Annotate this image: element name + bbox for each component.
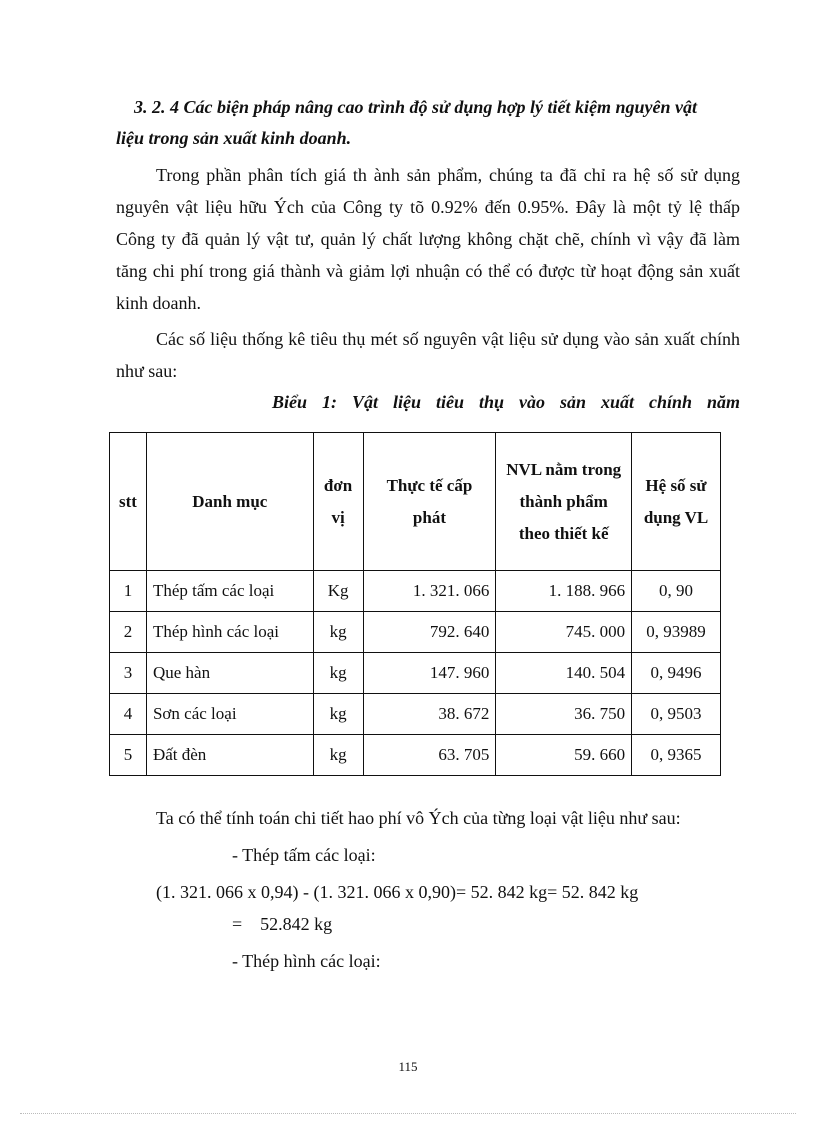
cell-unit: kg — [313, 735, 363, 776]
cell-material-in-product: 140. 504 — [496, 653, 632, 694]
calc-item2-label: - Thép hình các loại: — [232, 951, 381, 971]
cell-category: Đất đèn — [146, 735, 313, 776]
table-caption: Biểu 1: Vật liệu tiêu thụ vào sản xuất chính năm — [272, 392, 740, 412]
page-number: 115 — [398, 1059, 418, 1074]
calc-item1-result: = 52.842 kg — [232, 914, 333, 934]
table-row — [110, 612, 721, 653]
cell-material-in-product: 36. 750 — [496, 694, 632, 735]
materials-table — [109, 432, 721, 776]
col-header-unit: đơn vị — [313, 433, 363, 571]
cell-stt: 2 — [110, 612, 147, 653]
cell-unit: kg — [313, 612, 363, 653]
cell-stt: 3 — [110, 653, 147, 694]
table-row — [110, 735, 721, 776]
col-header-usage-ratio: Hệ số sử dụng VL — [632, 433, 721, 571]
cell-unit: kg — [313, 653, 363, 694]
table-row — [110, 653, 721, 694]
cell-usage-ratio: 0, 9365 — [632, 735, 721, 776]
section-heading — [116, 92, 742, 154]
col-header-actual-supply: Thực tế cấp phát — [363, 433, 496, 571]
cell-stt: 5 — [110, 735, 147, 776]
table-row — [110, 694, 721, 735]
paragraph-2: Các số liệu thống kê tiêu thụ mét số nguyên vật liệu sử dụng vào sản xuất chính như sau: — [116, 329, 740, 381]
calc-item1-label: - Thép tấm các loại: — [232, 845, 376, 865]
cell-unit: Kg — [313, 571, 363, 612]
cell-actual-supply: 63. 705 — [363, 735, 496, 776]
calc-item1-formula: (1. 321. 066 x 0,94) - (1. 321. 066 x 0,90)= 52. 842 kg= 52. 842 kg — [156, 882, 639, 902]
cell-stt: 1 — [110, 571, 147, 612]
calc-intro: Ta có thể tính toán chi tiết hao phí vô Ých của từng loại vật liệu như sau: — [156, 808, 681, 828]
section-heading-line2: liệu trong sản xuất kinh doanh. — [116, 128, 352, 148]
table-row — [110, 571, 721, 612]
cell-category: Thép hình các loại — [146, 612, 313, 653]
col-header-stt: stt — [110, 433, 147, 571]
cell-stt: 4 — [110, 694, 147, 735]
cell-actual-supply: 147. 960 — [363, 653, 496, 694]
cell-material-in-product: 745. 000 — [496, 612, 632, 653]
cell-actual-supply: 38. 672 — [363, 694, 496, 735]
cell-material-in-product: 1. 188. 966 — [496, 571, 632, 612]
col-header-category: Danh mục — [146, 433, 313, 571]
cell-material-in-product: 59. 660 — [496, 735, 632, 776]
page-bottom-divider — [20, 1113, 796, 1114]
cell-usage-ratio: 0, 93989 — [632, 612, 721, 653]
cell-unit: kg — [313, 694, 363, 735]
table-header-row — [110, 433, 721, 571]
cell-usage-ratio: 0, 9496 — [632, 653, 721, 694]
cell-usage-ratio: 0, 90 — [632, 571, 721, 612]
cell-category: Sơn các loại — [146, 694, 313, 735]
cell-actual-supply: 792. 640 — [363, 612, 496, 653]
paragraph-1: Trong phần phân tích giá th ành sản phẩm, chúng ta đã chỉ ra hệ số sử dụng nguyên vật liệu hữu Ých của Công ty tõ 0.92% đến 0.95%. Đây là một tỷ lệ thấp Công ty đã quản lý vật tư, quản lý chất lượng không chặt chẽ, chính vì vậy đã làm tăng chi phí trong giá thành và giảm lợi nhuận có thể có được từ hoạt động sản xuất kinh doanh. — [116, 165, 740, 313]
cell-category: Thép tấm các loại — [146, 571, 313, 612]
cell-usage-ratio: 0, 9503 — [632, 694, 721, 735]
cell-category: Que hàn — [146, 653, 313, 694]
cell-actual-supply: 1. 321. 066 — [363, 571, 496, 612]
col-header-material-in-product: NVL nằm trong thành phẩm theo thiết kế — [496, 433, 632, 571]
section-heading-line1: 3. 2. 4 Các biện pháp nâng cao trình độ sử dụng hợp lý tiết kiệm nguyên vật — [134, 97, 698, 117]
